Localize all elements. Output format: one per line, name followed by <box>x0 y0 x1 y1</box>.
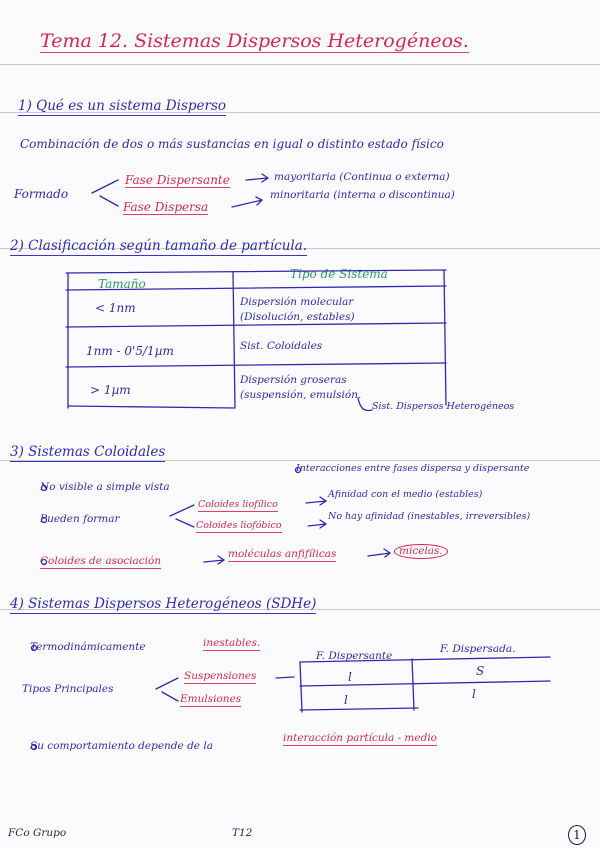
bullet-icon <box>42 486 47 491</box>
brace-branch-top-icon <box>156 678 178 689</box>
curved-pointer-icon <box>358 398 372 411</box>
bullet-interacciones: Interacciones entre fases dispersa y dispersante <box>296 463 530 474</box>
interaccion-particula-medio: interacción partícula - medio <box>283 732 438 744</box>
bullet-no-visible: No visible a simple vista <box>40 481 170 493</box>
sdhe-note: Sist. Dispersos Heterogéneos <box>372 401 515 412</box>
brace-branch-top-icon <box>170 505 194 516</box>
bullet-icon <box>42 560 47 565</box>
micelas: micelas. <box>394 544 448 559</box>
table-right-border <box>444 270 446 405</box>
coloides-asociacion: Coloides de asociación <box>40 555 162 567</box>
section-4-heading: 4) Sistemas Dispersos Heterogéneos (SDHe) <box>10 596 317 612</box>
suspensiones: Suspensiones <box>184 670 257 682</box>
row-2-type: Sist. Coloidales <box>240 340 323 352</box>
formado-branch-top-icon <box>92 180 118 193</box>
page-title: Tema 12. Sistemas Dispersos Heterogéneos. <box>40 30 469 52</box>
arrow-right-icon <box>368 549 390 557</box>
table2-r1c1: l <box>348 670 352 684</box>
bullet-termodinamicamente: Termodinámicamente <box>30 641 146 653</box>
table2-header-dispersada: F. Dispersada. <box>440 643 516 655</box>
fase-dispersa-desc: minoritaria (interna o discontinua) <box>270 189 455 201</box>
brace-branch-bottom-icon <box>162 692 178 701</box>
table2-r1c2: S <box>476 664 485 678</box>
liofilico-desc: Afinidad con el medio (estables) <box>328 489 483 500</box>
row-1-type-line1: Dispersión molecular <box>240 296 354 308</box>
formado-branch-bottom-icon <box>100 196 118 206</box>
fase-dispersante-desc: mayoritaria (Continua o externa) <box>274 171 450 183</box>
table-column-divider <box>233 272 235 408</box>
table2-row-rule <box>300 681 550 686</box>
arrow-right-icon <box>232 197 262 207</box>
footer-author: FCo Grupo <box>8 827 67 839</box>
section-1-heading: 1) Qué es un sistema Disperso <box>18 98 227 114</box>
section-2-heading: 2) Clasificación según tamaño de partícula. <box>10 238 308 254</box>
dash-connector-icon <box>276 677 294 678</box>
table-row-rule <box>66 363 446 367</box>
brace-branch-bottom-icon <box>176 519 194 527</box>
table-row-rule <box>66 323 446 327</box>
coloides-liofobico: Coloides liofóbico <box>196 520 282 531</box>
table-header-rule <box>66 286 446 290</box>
table2-left-border <box>300 662 302 712</box>
row-3-type-line2: (suspensión, emulsión. <box>240 389 362 401</box>
arrow-right-icon <box>246 174 268 182</box>
definition-text: Combinación de dos o más sustancias en igual o distinto estado físico <box>20 137 444 151</box>
table2-header-dispersante: F. Dispersante <box>316 650 393 662</box>
arrow-right-icon <box>204 556 224 564</box>
bullet-icon <box>32 646 37 651</box>
bullet-comportamiento: Su comportamiento depende de la <box>30 740 213 752</box>
table2-r2c2: l <box>472 687 476 701</box>
section-3-heading: 3) Sistemas Coloidales <box>10 444 166 460</box>
bullet-pueden-formar: Pueden formar <box>40 513 120 525</box>
row-1-size: < 1nm <box>95 301 136 315</box>
table-header-type: Tipo de Sistema <box>290 267 388 281</box>
page-number: 1 <box>568 825 586 845</box>
fase-dispersa-label: Fase Dispersa <box>123 200 209 214</box>
table2-r2c1: l <box>344 693 348 707</box>
row-3-type-line1: Dispersión groseras <box>240 374 347 386</box>
bullet-icon <box>296 468 301 473</box>
arrow-right-icon <box>308 520 326 528</box>
table-bottom-border <box>68 406 234 408</box>
formado-label: Formado <box>14 187 69 201</box>
tipos-principales: Tipos Principales <box>22 683 114 695</box>
liofobico-desc: No hay afinidad (inestables, irreversibles) <box>328 511 531 522</box>
table-top-border <box>66 270 446 273</box>
inestables: inestables. <box>203 637 261 649</box>
table2-bottom-border <box>300 708 418 710</box>
coloides-liofilico: Coloides liofílico <box>198 499 278 510</box>
emulsiones: Emulsiones <box>180 693 242 705</box>
row-3-size: > 1µm <box>90 383 131 397</box>
bullet-icon <box>42 518 47 523</box>
moleculas-anfifilicas: moléculas anfifílicas <box>228 548 337 560</box>
row-2-size: 1nm - 0'5/1µm <box>86 344 174 358</box>
row-1-type-line2: (Disolución, estables) <box>240 311 355 323</box>
bullet-icon <box>32 745 37 750</box>
fase-dispersante-label: Fase Dispersante <box>125 173 230 187</box>
table-header-size: Tamaño <box>98 277 146 291</box>
table2-column-divider <box>412 659 414 710</box>
arrow-right-icon <box>306 497 326 505</box>
footer-topic-code: T12 <box>232 827 253 839</box>
table2-header-rule <box>300 657 550 662</box>
